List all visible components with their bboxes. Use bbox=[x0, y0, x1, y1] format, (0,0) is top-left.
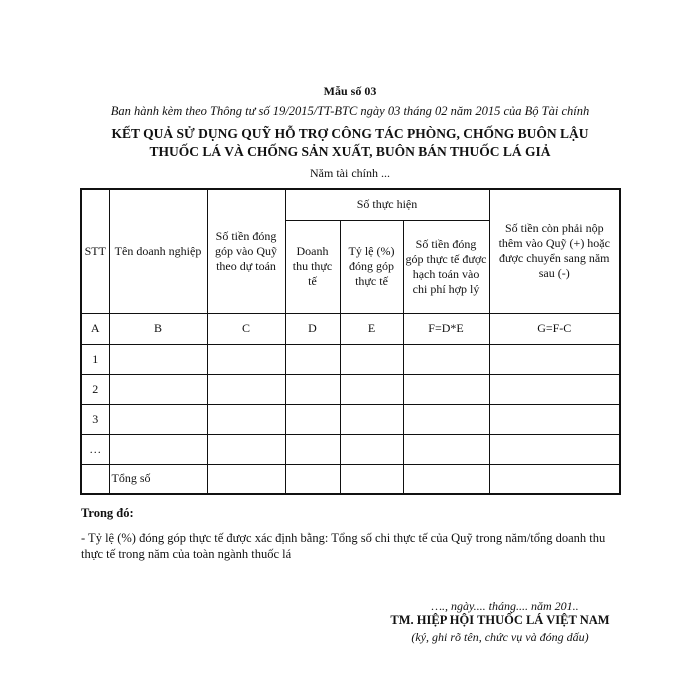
empty-cell bbox=[207, 404, 285, 434]
empty-cell bbox=[489, 404, 620, 434]
empty-cell bbox=[109, 344, 207, 374]
header-enterprise: Tên doanh nghiệp bbox=[109, 189, 207, 313]
empty-cell bbox=[340, 374, 403, 404]
signature-instruction: (ký, ghi rõ tên, chức vụ và đóng dấu) bbox=[411, 630, 589, 644]
form-number: Mẫu số 03 bbox=[323, 84, 377, 98]
empty-cell bbox=[207, 434, 285, 464]
row-number: … bbox=[81, 434, 109, 464]
header-actual-group: Số thực hiện bbox=[285, 189, 489, 220]
empty-cell bbox=[109, 374, 207, 404]
empty-cell bbox=[285, 464, 340, 494]
letter-cell: B bbox=[109, 313, 207, 344]
letter-cell: A bbox=[81, 313, 109, 344]
header-stt: STT bbox=[81, 189, 109, 313]
letter-cell: D bbox=[285, 313, 340, 344]
empty-cell bbox=[340, 434, 403, 464]
table-row bbox=[81, 434, 620, 464]
letter-cell: F=D*E bbox=[403, 313, 489, 344]
signature-organization: TM. HIỆP HỘI THUỐC LÁ VIỆT NAM bbox=[390, 613, 610, 627]
empty-cell bbox=[109, 404, 207, 434]
issued-by-text: Ban hành kèm theo Thông tư số 19/2015/TT-BTC ngày 03 tháng 02 năm 2015 của Bộ Tài chính bbox=[110, 104, 590, 118]
signature-date: …., ngày.... tháng.... năm 201.. bbox=[431, 599, 579, 613]
header-actual-amount: Số tiền đóng góp thực tế được hạch toán vào chi phí hợp lý bbox=[403, 220, 489, 313]
table-row bbox=[81, 374, 620, 404]
total-label: Tổng số bbox=[109, 464, 207, 494]
empty-cell bbox=[489, 464, 620, 494]
row-number: 3 bbox=[81, 404, 109, 434]
letter-cell: E bbox=[340, 313, 403, 344]
notes-title: Trong đó: bbox=[81, 506, 134, 520]
header-rate: Tỷ lệ (%) đóng góp thực tế bbox=[340, 220, 403, 313]
total-row bbox=[81, 464, 620, 494]
empty-cell bbox=[207, 464, 285, 494]
letters-row bbox=[81, 313, 620, 344]
title-line-2: THUỐC LÁ VÀ CHỐNG SẢN XUẤT, BUÔN BÁN THUỐC LÁ GIẢ bbox=[149, 144, 551, 159]
row-number: 1 bbox=[81, 344, 109, 374]
header-budget: Số tiền đóng góp vào Quỹ theo dự toán bbox=[207, 189, 285, 313]
empty-cell bbox=[489, 344, 620, 374]
empty-cell bbox=[340, 404, 403, 434]
empty-cell bbox=[403, 344, 489, 374]
empty-cell bbox=[340, 344, 403, 374]
empty-cell bbox=[285, 374, 340, 404]
empty-cell bbox=[403, 404, 489, 434]
empty-cell bbox=[340, 464, 403, 494]
letter-cell: C bbox=[207, 313, 285, 344]
title-line-1: KẾT QUẢ SỬ DỤNG QUỸ HỖ TRỢ CÔNG TÁC PHÒNG, CHỐNG BUÔN LẬU bbox=[111, 126, 589, 141]
empty-cell bbox=[403, 374, 489, 404]
empty-cell bbox=[207, 344, 285, 374]
empty-cell bbox=[285, 434, 340, 464]
fiscal-year: Năm tài chính ... bbox=[310, 166, 390, 180]
empty-cell bbox=[109, 434, 207, 464]
empty-cell bbox=[489, 434, 620, 464]
table-row bbox=[81, 404, 620, 434]
row-number: 2 bbox=[81, 374, 109, 404]
empty-cell bbox=[285, 404, 340, 434]
header-revenue: Doanh thu thực tế bbox=[285, 220, 340, 313]
empty-cell bbox=[403, 434, 489, 464]
empty-cell bbox=[81, 464, 109, 494]
report-table bbox=[80, 188, 621, 495]
notes-text: - Tỷ lệ (%) đóng góp thực tế được xác định bằng: Tổng số chi thực tế của Quỹ trong năm/tổng doanh thu thực tế trong năm của toàn ngành thuốc lá bbox=[81, 531, 606, 561]
empty-cell bbox=[285, 344, 340, 374]
report-title bbox=[0, 125, 700, 161]
table-row bbox=[81, 344, 620, 374]
header-remaining: Số tiền còn phải nộp thêm vào Quỹ (+) hoặc được chuyển sang năm sau (-) bbox=[489, 189, 620, 313]
empty-cell bbox=[489, 374, 620, 404]
empty-cell bbox=[207, 374, 285, 404]
empty-cell bbox=[403, 464, 489, 494]
letter-cell: G=F-C bbox=[489, 313, 620, 344]
